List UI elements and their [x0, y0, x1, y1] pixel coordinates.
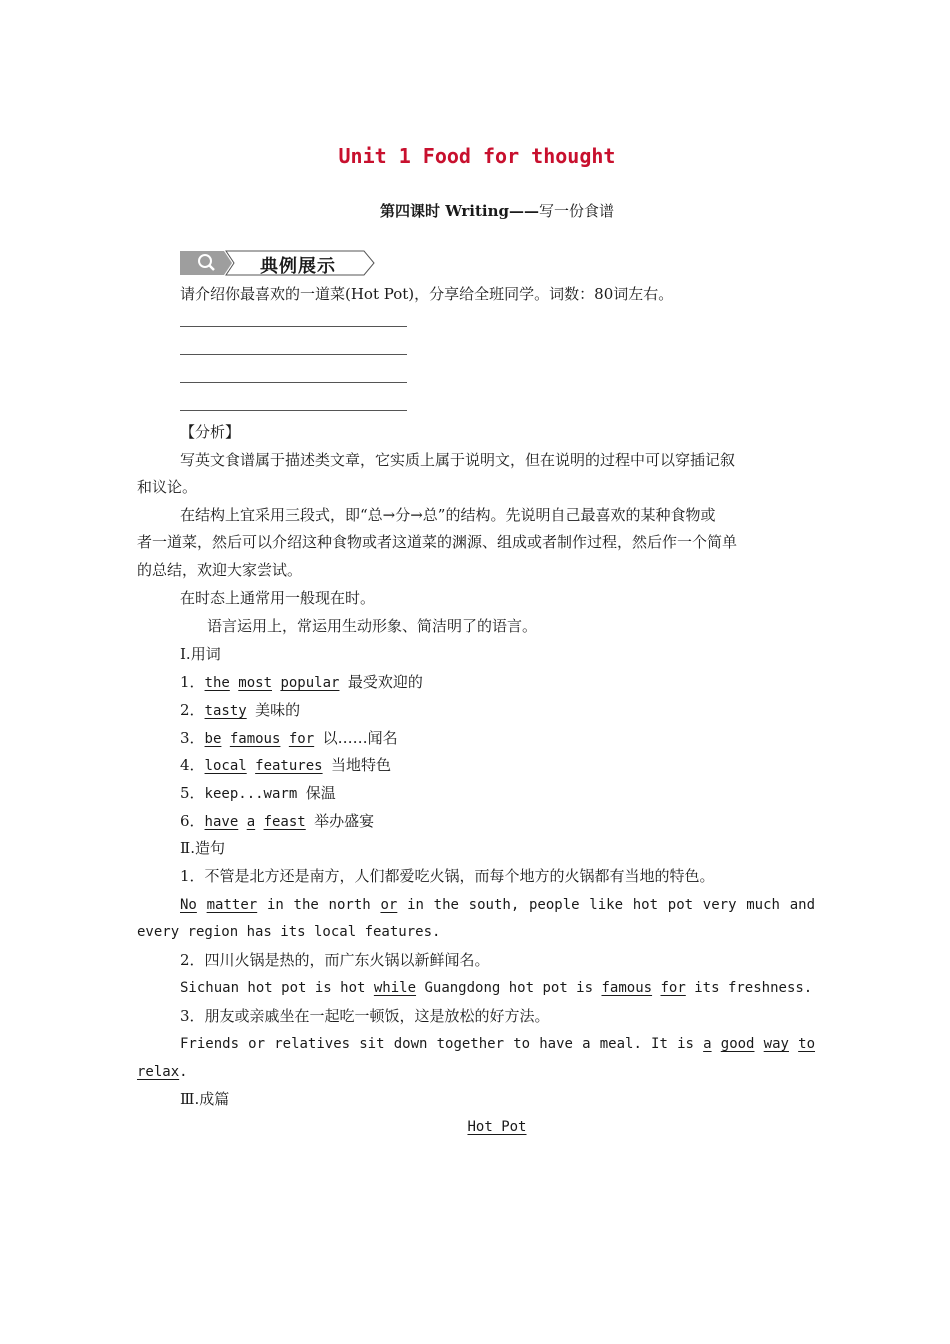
item-number: 3．	[180, 729, 205, 747]
analysis-text: 语言运用上，常运用生动形象、简洁明了的语言。	[207, 617, 538, 635]
english-phrase	[205, 703, 256, 719]
sentence-text: Guangdong hot pot is	[424, 980, 594, 996]
item-number: 4．	[180, 756, 205, 774]
sentence-text: in the south, people like hot pot very much and	[407, 897, 815, 913]
item-number: 1．	[180, 673, 205, 691]
answer-word: good	[720, 1036, 755, 1052]
english-phrase	[205, 814, 315, 830]
sentence-answer: every region has its local features.	[137, 924, 441, 940]
section-heading-words: Ⅰ.用词	[180, 645, 221, 663]
subtitle-en: 第四课时 Writing——	[379, 202, 539, 220]
answer-word: a	[246, 814, 256, 830]
answer-word: local	[204, 758, 247, 774]
item-number: 5．	[180, 784, 205, 802]
essay-title: Hot_Pot	[467, 1119, 527, 1135]
analysis-text: 写英文食谱属于描述类文章，它实质上属于说明文，但在说明的过程中可以穿插记叙	[180, 451, 736, 469]
sentence-text: its freshness.	[694, 980, 813, 996]
analysis-text: 的总结，欢迎大家尝试。	[137, 561, 303, 579]
answer-word: or	[380, 897, 398, 913]
answer-word: the	[204, 675, 230, 691]
word-item	[180, 811, 374, 832]
answer-word: relax	[137, 1064, 180, 1080]
chinese-meaning: 举办盛宴	[314, 812, 375, 830]
answer-word: be	[204, 731, 222, 747]
answer-word: way	[763, 1036, 789, 1052]
chinese-meaning: 最受欢迎的	[347, 673, 423, 691]
answer-line	[180, 382, 407, 383]
answer-word: to	[798, 1036, 816, 1052]
answer-word: famous	[229, 731, 281, 747]
english-phrase: keep...warm	[204, 786, 306, 802]
sentence-text: in the north	[266, 897, 371, 913]
answer-word: No	[180, 897, 197, 913]
english-phrase	[205, 758, 331, 774]
banner-label: 典例展示	[260, 256, 336, 277]
analysis-text: 者一道菜，然后可以介绍这种食物或者这道菜的渊源、组成或者制作过程，然后作一个简单	[137, 533, 738, 551]
word-item	[180, 672, 423, 693]
section-heading-sentences: Ⅱ.造句	[180, 839, 225, 857]
answer-word: a	[703, 1036, 712, 1052]
word-item	[180, 728, 398, 749]
chinese-meaning: 当地特色	[331, 756, 392, 774]
sentence-answer	[180, 895, 815, 915]
sentence-prompt: 2．四川火锅是热的，而广东火锅以新鲜闻名。	[180, 951, 490, 969]
sentence-answer	[180, 978, 812, 998]
answer-line	[180, 410, 407, 411]
answer-line	[180, 326, 407, 327]
answer-word: tasty	[204, 703, 247, 719]
analysis-text: 在结构上宜采用三段式，即“总→分→总”的结构。先说明自己最喜欢的某种食物或	[180, 506, 716, 524]
answer-word: feast	[263, 814, 306, 830]
sentence-answer	[180, 1034, 815, 1054]
sentence-prompt: 1．不管是北方还是南方，人们都爱吃火锅，而每个地方的火锅都有当地的特色。	[180, 867, 715, 885]
sentence-text: Friends or relatives sit down together to have a meal. It is	[180, 1036, 694, 1052]
word-item	[180, 755, 391, 776]
page-title: Unit 1 Food for thought	[338, 144, 616, 168]
answer-word: for	[660, 980, 686, 996]
answer-word: for	[288, 731, 315, 747]
sentence-text: Sichuan hot pot is hot	[180, 980, 366, 996]
writing-prompt: 请介绍你最喜欢的一道菜(Hot Pot)，分享给全班同学。词数：80词左右。	[180, 285, 674, 303]
word-item	[180, 783, 336, 804]
item-number: 2．	[180, 701, 205, 719]
analysis-text: 和议论。	[137, 478, 198, 496]
answer-word: features	[255, 758, 323, 774]
answer-word: have	[204, 814, 239, 830]
sentence-answer: relax.	[137, 1064, 188, 1080]
chinese-meaning: 美味的	[255, 701, 301, 719]
chinese-meaning: 以……闻名	[322, 729, 398, 747]
answer-word: most	[238, 675, 272, 691]
lesson-subtitle	[137, 200, 857, 221]
analysis-heading: 【分析】	[180, 423, 241, 441]
answer-word: matter	[206, 897, 258, 913]
answer-word: famous	[601, 980, 653, 996]
answer-line	[180, 354, 407, 355]
english-phrase	[205, 731, 323, 747]
english-phrase	[205, 675, 348, 691]
section-banner	[180, 249, 376, 277]
subtitle-cn: 写一份食谱	[539, 202, 615, 220]
chinese-meaning: 保温	[305, 784, 336, 802]
answer-word: popular	[280, 675, 340, 691]
answer-word: while	[373, 980, 417, 996]
word-item	[180, 700, 300, 721]
item-number: 6．	[180, 812, 205, 830]
analysis-text: 在时态上通常用一般现在时。	[180, 589, 376, 607]
sentence-prompt: 3．朋友或亲戚坐在一起吃一顿饭，这是放松的好方法。	[180, 1007, 550, 1025]
section-heading-essay: Ⅲ.成篇	[180, 1090, 230, 1108]
